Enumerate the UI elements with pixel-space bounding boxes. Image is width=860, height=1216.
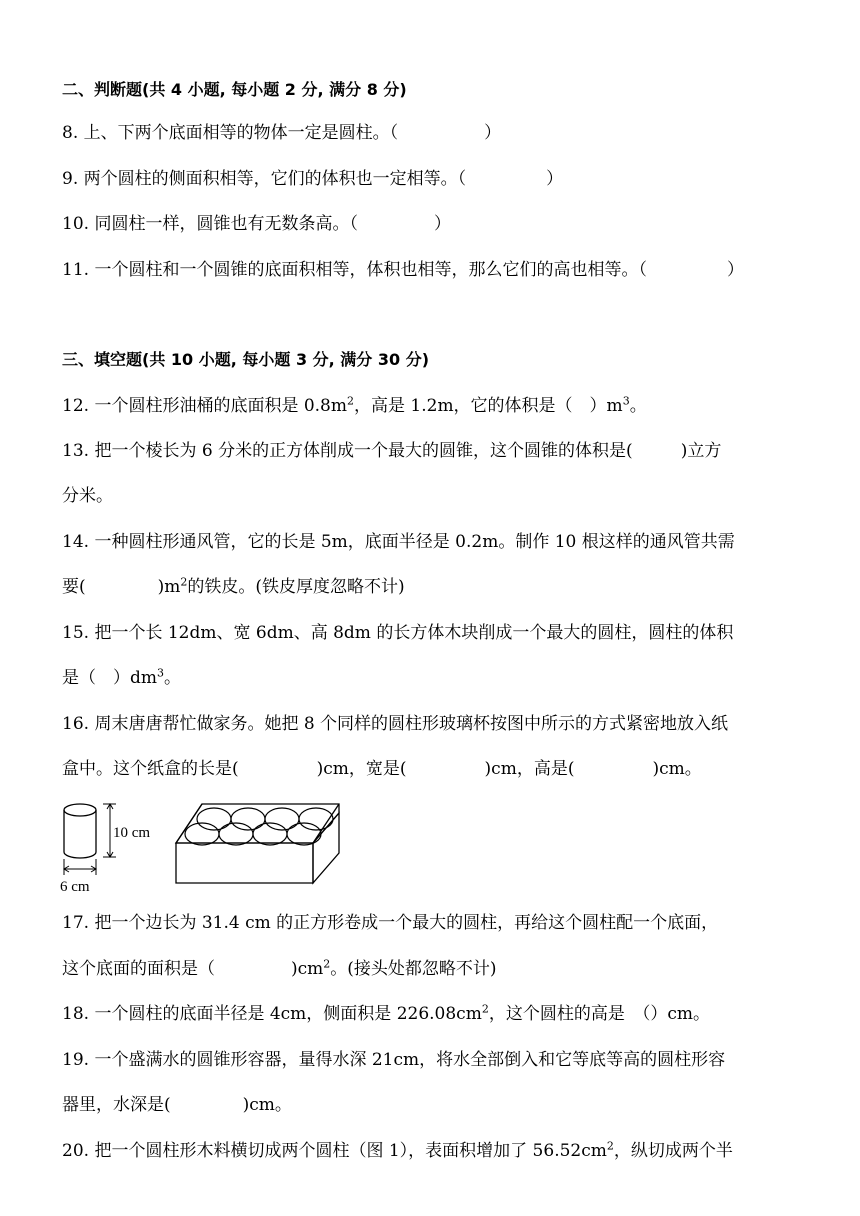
q17-text-b: 这个底面的面积是（	[62, 959, 215, 979]
q18-text-a: 18. 一个圆柱的底面半径是 4cm，侧面积是 226.08cm	[62, 1004, 482, 1024]
q17-text-c: )cm	[291, 959, 324, 979]
q12-sup-a: 2	[347, 394, 354, 408]
question-13	[62, 438, 721, 464]
q20-sup: 2	[606, 1139, 614, 1153]
question-8	[62, 120, 501, 146]
q15-text-b: 是（ ）dm	[62, 668, 158, 688]
question-16: 16. 周末唐唐帮忙做家务。她把 8 个同样的圆柱形玻璃杯按图中所示的方式紧密地放入纸	[62, 714, 729, 734]
q17-text-d: 。(接头处都忽略不计)	[330, 959, 497, 979]
question-15: 15. 把一个长 12dm、宽 6dm、高 8dm 的长方体木块削成一个最大的圆柱，圆柱的体积	[62, 623, 734, 643]
question-19: 19. 一个盛满水的圆锥形容器，量得水深 21cm，将水全部倒入和它等底等高的圆柱形容	[62, 1050, 726, 1070]
q18-text-b: ，这个圆柱的高是 （）cm。	[488, 1004, 710, 1024]
q15-text-c: 。	[164, 668, 182, 688]
q10-close: ）	[433, 214, 451, 234]
question-9	[62, 166, 563, 192]
question-20	[62, 1138, 733, 1164]
q19-text-c: )cm。	[242, 1095, 292, 1115]
q10-text: 10. 同圆柱一样，圆锥也有无数条高。（	[62, 214, 358, 234]
box-icon	[176, 804, 339, 883]
q16-text-e: )cm。	[652, 759, 702, 779]
height-label: 10 cm	[113, 825, 151, 841]
q11-close: ）	[726, 260, 744, 280]
q13-text-b: )立方	[680, 441, 722, 461]
q14-text-d: 的铁皮。(铁皮厚度忽略不计)	[187, 577, 405, 597]
q12-text-a: 12. 一个圆柱形油桶的底面积是 0.8m	[62, 396, 347, 416]
cylinder-icon	[64, 804, 96, 858]
section2-title: 二、判断题(共 4 小题, 每小题 2 分, 满分 8 分)	[62, 80, 407, 99]
q20-text-b: ，纵切成两个半	[613, 1141, 733, 1161]
q17-sup: 2	[323, 957, 331, 971]
q18-sup: 2	[481, 1002, 489, 1016]
question-12	[62, 393, 647, 419]
section3-title: 三、填空题(共 10 小题, 每小题 3 分, 满分 30 分)	[62, 350, 430, 369]
q8-close: ）	[484, 123, 502, 143]
question-17: 17. 把一个边长为 31.4 cm 的正方形卷成一个最大的圆柱，再给这个圆柱配一个底面，	[62, 913, 719, 933]
q14-text-b: 要(	[62, 577, 86, 597]
q14-sup: 2	[180, 575, 188, 589]
question-14-cont	[62, 574, 405, 600]
question-10	[62, 211, 451, 237]
question-17-cont	[62, 956, 497, 982]
q13-text-a: 13. 把一个棱长为 6 分米的正方体削成一个最大的圆锥，这个圆锥的体积是(	[62, 441, 633, 461]
q19-text-b: 器里，水深是(	[62, 1095, 171, 1115]
q12-text-c: 。	[629, 396, 647, 416]
cylinder-box-figure	[58, 795, 358, 895]
question-19-cont	[62, 1092, 292, 1118]
question-11	[62, 257, 744, 283]
question-13-cont: 分米。	[62, 486, 113, 506]
q16-text-c: )cm，宽是(	[316, 759, 407, 779]
question-14: 14. 一种圆柱形通风管，它的长是 5m，底面半径是 0.2m。制作 10 根这样的通风管共需	[62, 532, 735, 552]
q9-close: ）	[546, 169, 564, 189]
question-18	[62, 1001, 710, 1027]
question-15-cont	[62, 665, 181, 691]
q11-text: 11. 一个圆柱和一个圆锥的底面积相等，体积也相等，那么它们的高也相等。（	[62, 260, 647, 280]
diameter-label: 6 cm	[60, 879, 90, 895]
q20-text-a: 20. 把一个圆柱形木料横切成两个圆柱（图 1），表面积增加了 56.52cm	[62, 1141, 607, 1161]
q8-text: 8. 上、下两个底面相等的物体一定是圆柱。（	[62, 123, 399, 143]
q15-sup: 3	[157, 666, 165, 680]
diameter-arrow	[64, 859, 96, 875]
q12-sup-b: 3	[622, 394, 630, 408]
q9-text: 9. 两个圆柱的侧面积相等，它们的体积也一定相等。（	[62, 169, 467, 189]
q16-text-d: )cm，高是(	[484, 759, 575, 779]
q12-text-b: ，高是 1.2m，它的体积是（ ）m	[354, 396, 623, 416]
glass-circles	[185, 808, 333, 845]
q16-text-b: 盒中。这个纸盒的长是(	[62, 759, 239, 779]
question-16-cont	[62, 756, 702, 782]
q14-text-c: )m	[157, 577, 181, 597]
